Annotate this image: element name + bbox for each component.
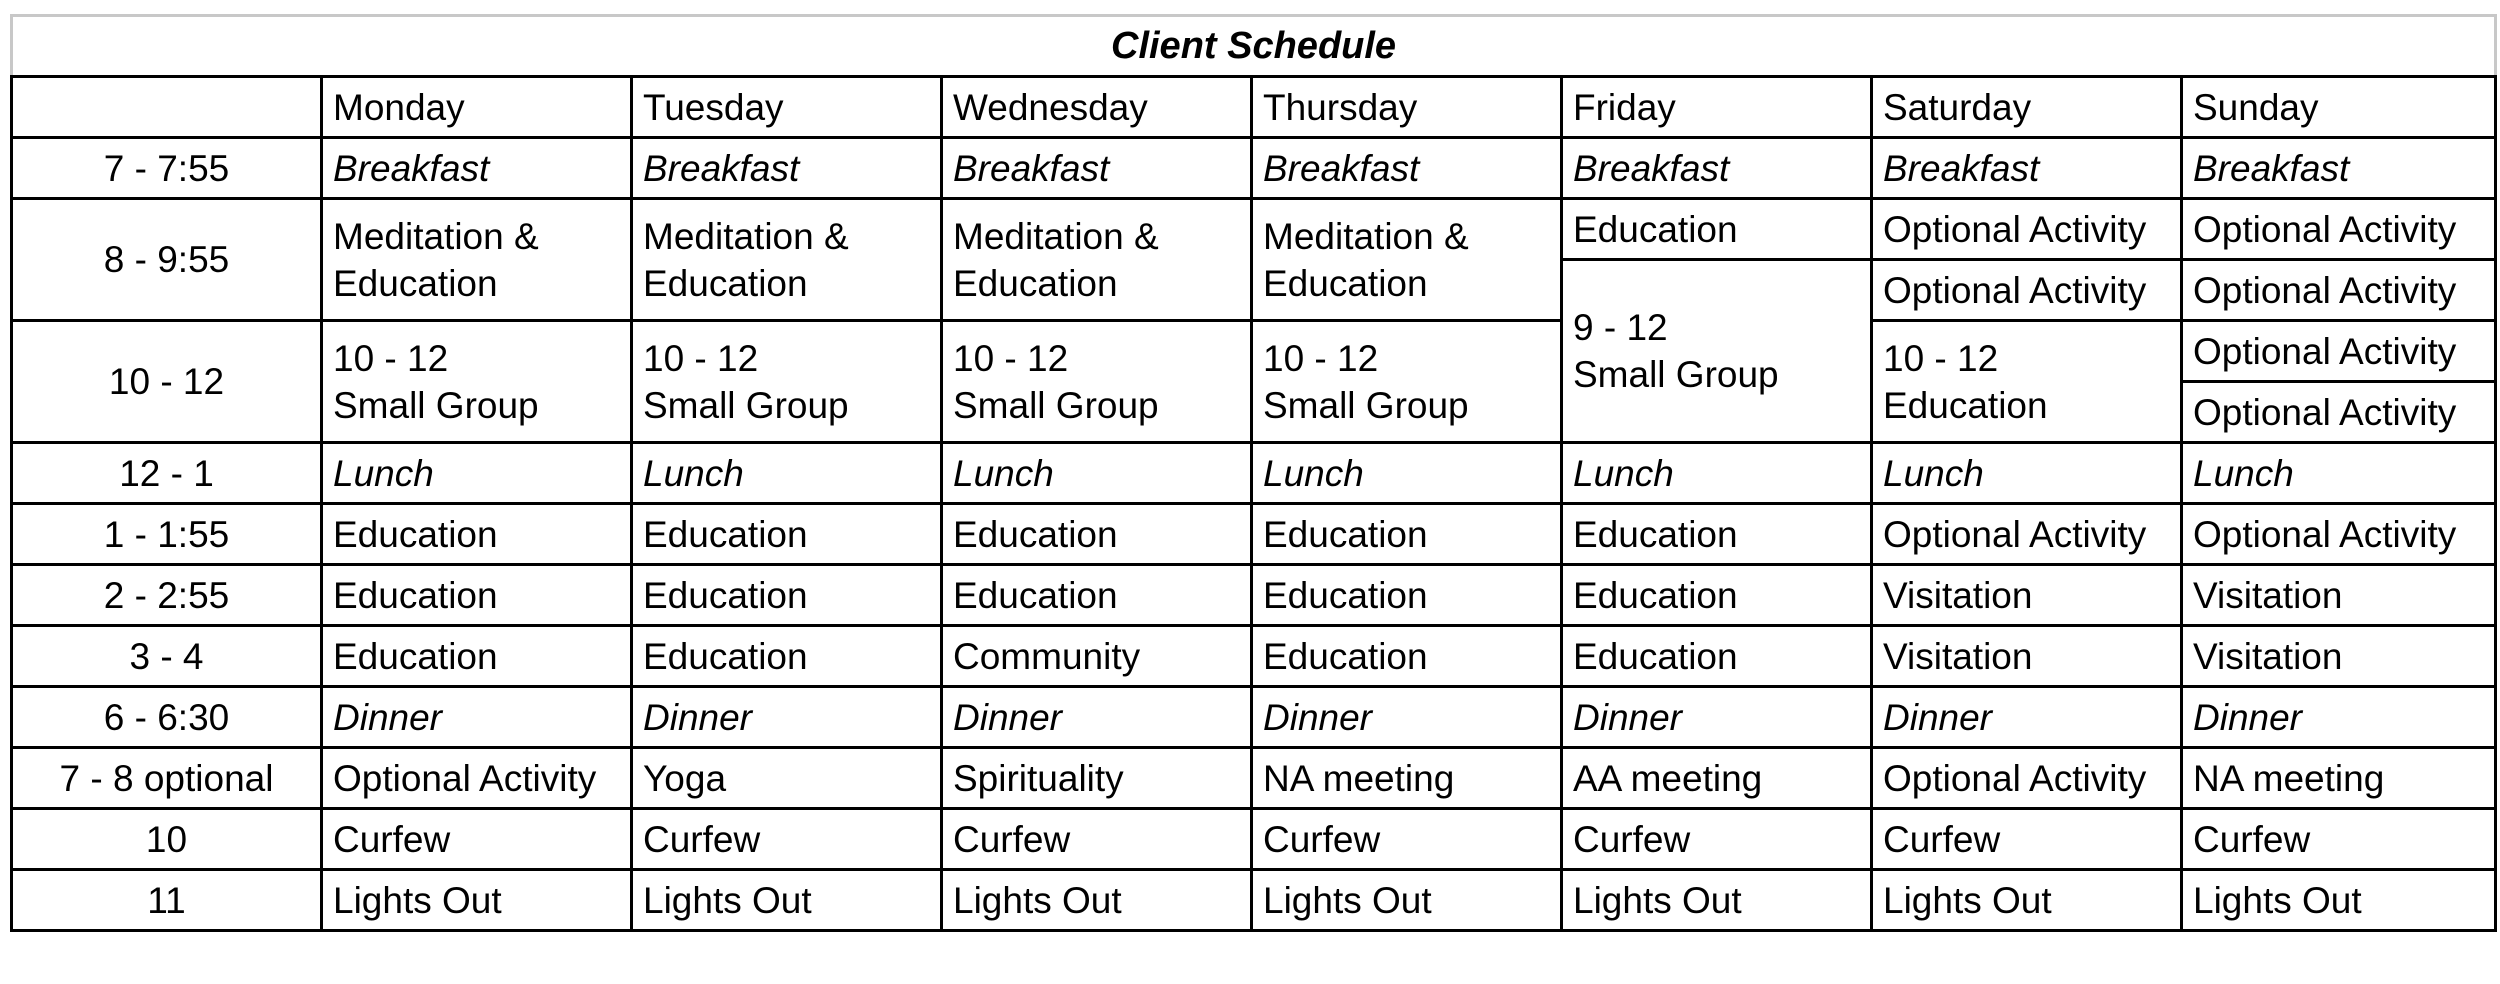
activity-cell: Education bbox=[322, 565, 632, 626]
time-cell: 6 - 6:30 bbox=[12, 687, 322, 748]
activity-cell-friday-morning: Education bbox=[1562, 199, 1872, 260]
schedule-table bbox=[10, 14, 2497, 932]
activity-line: Education bbox=[333, 262, 498, 304]
activity-cell-sunday-midmorning-b: Optional Activity bbox=[2182, 382, 2496, 443]
day-header-friday: Friday bbox=[1562, 77, 1872, 138]
activity-line: Education bbox=[953, 262, 1118, 304]
schedule-title: Client Schedule bbox=[12, 16, 2496, 77]
activity-cell: Education bbox=[1562, 626, 1872, 687]
activity-cell: Visitation bbox=[1872, 626, 2182, 687]
activity-cell: Dinner bbox=[1562, 687, 1872, 748]
activity-cell: Lunch bbox=[632, 443, 942, 504]
activity-cell: Dinner bbox=[322, 687, 632, 748]
activity-cell: Curfew bbox=[322, 809, 632, 870]
day-header-saturday: Saturday bbox=[1872, 77, 2182, 138]
time-cell: 11 bbox=[12, 870, 322, 931]
activity-line: 10 - 12 bbox=[1883, 337, 1999, 379]
activity-cell: Breakfast bbox=[632, 138, 942, 199]
time-cell: 10 bbox=[12, 809, 322, 870]
activity-cell: Education bbox=[1252, 565, 1562, 626]
activity-line: Meditation & bbox=[643, 215, 849, 257]
activity-cell: Education bbox=[322, 504, 632, 565]
activity-cell: NA meeting bbox=[1252, 748, 1562, 809]
activity-cell: Dinner bbox=[1872, 687, 2182, 748]
schedule-row-midmorning-a bbox=[12, 321, 2496, 382]
activity-cell: Curfew bbox=[1562, 809, 1872, 870]
activity-cell: Lights Out bbox=[942, 870, 1252, 931]
day-header-sunday: Sunday bbox=[2182, 77, 2496, 138]
activity-cell: Dinner bbox=[1252, 687, 1562, 748]
activity-line: Meditation & bbox=[1263, 215, 1469, 257]
activity-line: Meditation & bbox=[953, 215, 1159, 257]
activity-cell: Education bbox=[1562, 504, 1872, 565]
activity-line: 10 - 12 bbox=[643, 337, 759, 379]
activity-cell: Optional Activity bbox=[1872, 748, 2182, 809]
activity-cell-thursday-midmorning bbox=[1252, 321, 1562, 443]
activity-cell: Education bbox=[942, 504, 1252, 565]
schedule-row-lunch bbox=[12, 443, 2496, 504]
activity-cell-saturday-midmorning bbox=[1872, 321, 2182, 443]
activity-cell: Dinner bbox=[632, 687, 942, 748]
schedule-row-breakfast bbox=[12, 138, 2496, 199]
activity-cell: Breakfast bbox=[942, 138, 1252, 199]
activity-cell: Lights Out bbox=[322, 870, 632, 931]
activity-cell: Lights Out bbox=[632, 870, 942, 931]
activity-cell-friday-small-group bbox=[1562, 260, 1872, 443]
activity-cell: Curfew bbox=[942, 809, 1252, 870]
activity-cell: Lights Out bbox=[1252, 870, 1562, 931]
time-cell: 1 - 1:55 bbox=[12, 504, 322, 565]
activity-line: Education bbox=[1883, 384, 2048, 426]
activity-cell: Education bbox=[632, 626, 942, 687]
activity-cell: Visitation bbox=[2182, 626, 2496, 687]
activity-cell: Curfew bbox=[1252, 809, 1562, 870]
activity-cell-saturday-morning-b: Optional Activity bbox=[1872, 260, 2182, 321]
corner-cell bbox=[12, 77, 322, 138]
day-header-thursday: Thursday bbox=[1252, 77, 1562, 138]
day-header-row bbox=[12, 77, 2496, 138]
activity-line: Small Group bbox=[1263, 384, 1469, 426]
activity-cell: Optional Activity bbox=[322, 748, 632, 809]
activity-line: Small Group bbox=[333, 384, 539, 426]
activity-cell-saturday-morning-a: Optional Activity bbox=[1872, 199, 2182, 260]
activity-cell: Curfew bbox=[632, 809, 942, 870]
activity-line: 10 - 12 bbox=[333, 337, 449, 379]
activity-cell: Yoga bbox=[632, 748, 942, 809]
activity-cell: Education bbox=[632, 504, 942, 565]
activity-cell: Education bbox=[1252, 626, 1562, 687]
activity-cell: Lunch bbox=[2182, 443, 2496, 504]
day-header-tuesday: Tuesday bbox=[632, 77, 942, 138]
activity-cell: Optional Activity bbox=[1872, 504, 2182, 565]
schedule-row-lights-out bbox=[12, 870, 2496, 931]
activity-cell: Curfew bbox=[2182, 809, 2496, 870]
activity-cell: Lights Out bbox=[1872, 870, 2182, 931]
activity-cell: Breakfast bbox=[322, 138, 632, 199]
activity-cell-sunday-morning-a: Optional Activity bbox=[2182, 199, 2496, 260]
activity-cell-wednesday-morning bbox=[942, 199, 1252, 321]
schedule-row-dinner bbox=[12, 687, 2496, 748]
activity-cell: Lunch bbox=[1252, 443, 1562, 504]
activity-line: Education bbox=[1263, 262, 1428, 304]
activity-cell-monday-morning bbox=[322, 199, 632, 321]
time-cell: 10 - 12 bbox=[12, 321, 322, 443]
activity-cell: Lunch bbox=[322, 443, 632, 504]
activity-cell: Lunch bbox=[942, 443, 1252, 504]
day-header-wednesday: Wednesday bbox=[942, 77, 1252, 138]
activity-cell-thursday-morning bbox=[1252, 199, 1562, 321]
schedule-row-t2 bbox=[12, 565, 2496, 626]
time-cell: 7 - 8 optional bbox=[12, 748, 322, 809]
activity-cell: Education bbox=[322, 626, 632, 687]
activity-cell: Breakfast bbox=[1562, 138, 1872, 199]
activity-cell: Visitation bbox=[2182, 565, 2496, 626]
activity-cell: Dinner bbox=[2182, 687, 2496, 748]
activity-line: 10 - 12 bbox=[1263, 337, 1379, 379]
activity-line: Meditation & bbox=[333, 215, 539, 257]
activity-cell: Education bbox=[632, 565, 942, 626]
schedule-row-evening bbox=[12, 748, 2496, 809]
activity-line: Small Group bbox=[1573, 354, 1779, 395]
activity-cell: Breakfast bbox=[2182, 138, 2496, 199]
activity-cell-sunday-midmorning-a: Optional Activity bbox=[2182, 321, 2496, 382]
activity-cell-wednesday-midmorning bbox=[942, 321, 1252, 443]
activity-cell: Lunch bbox=[1872, 443, 2182, 504]
activity-cell-tuesday-midmorning bbox=[632, 321, 942, 443]
activity-line: Education bbox=[643, 262, 808, 304]
activity-cell: AA meeting bbox=[1562, 748, 1872, 809]
activity-line: 9 - 12 bbox=[1573, 307, 1668, 348]
day-header-monday: Monday bbox=[322, 77, 632, 138]
time-cell: 3 - 4 bbox=[12, 626, 322, 687]
schedule-row-morning-a bbox=[12, 199, 2496, 260]
activity-line: 10 - 12 bbox=[953, 337, 1069, 379]
activity-cell: Spirituality bbox=[942, 748, 1252, 809]
time-cell: 7 - 7:55 bbox=[12, 138, 322, 199]
time-cell: 12 - 1 bbox=[12, 443, 322, 504]
time-cell: 2 - 2:55 bbox=[12, 565, 322, 626]
time-cell: 8 - 9:55 bbox=[12, 199, 322, 321]
activity-cell: Lights Out bbox=[2182, 870, 2496, 931]
activity-cell: Education bbox=[942, 565, 1252, 626]
activity-cell: Visitation bbox=[1872, 565, 2182, 626]
schedule-container bbox=[10, 14, 2497, 932]
activity-cell: Lights Out bbox=[1562, 870, 1872, 931]
activity-cell: Curfew bbox=[1872, 809, 2182, 870]
schedule-row-t3 bbox=[12, 626, 2496, 687]
activity-cell: Education bbox=[1562, 565, 1872, 626]
schedule-row-t1 bbox=[12, 504, 2496, 565]
activity-cell: Optional Activity bbox=[2182, 504, 2496, 565]
activity-cell: Dinner bbox=[942, 687, 1252, 748]
activity-cell: Breakfast bbox=[1252, 138, 1562, 199]
activity-cell: Breakfast bbox=[1872, 138, 2182, 199]
activity-cell: NA meeting bbox=[2182, 748, 2496, 809]
title-row bbox=[12, 16, 2496, 77]
activity-line: Small Group bbox=[953, 384, 1159, 426]
activity-cell: Community bbox=[942, 626, 1252, 687]
activity-line: Small Group bbox=[643, 384, 849, 426]
activity-cell: Education bbox=[1252, 504, 1562, 565]
activity-cell-tuesday-morning bbox=[632, 199, 942, 321]
activity-cell-monday-midmorning bbox=[322, 321, 632, 443]
activity-cell: Lunch bbox=[1562, 443, 1872, 504]
activity-cell-sunday-morning-b: Optional Activity bbox=[2182, 260, 2496, 321]
schedule-row-curfew bbox=[12, 809, 2496, 870]
